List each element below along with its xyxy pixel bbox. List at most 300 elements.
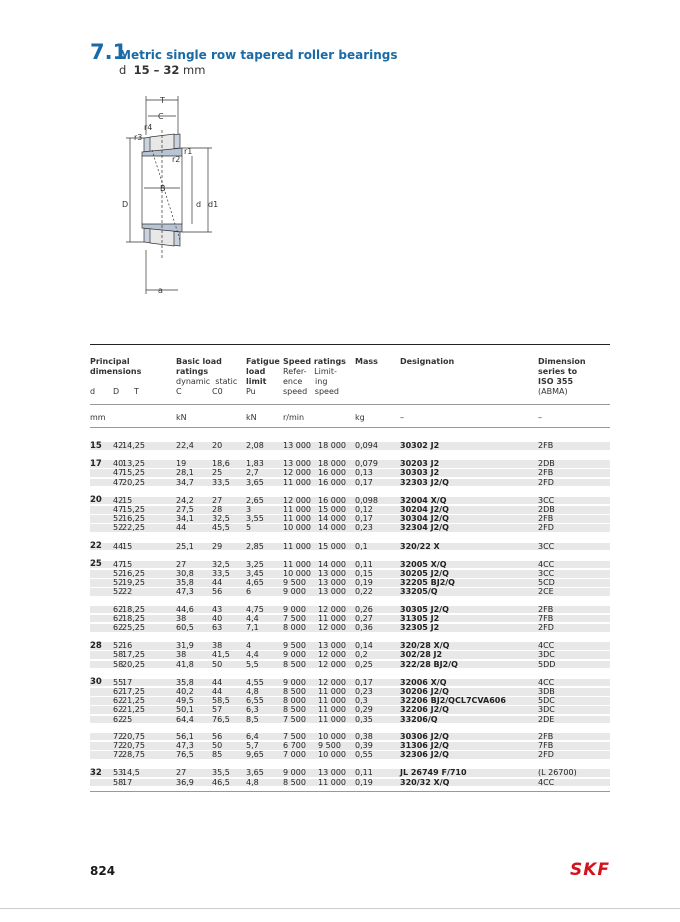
cell-col-T: 20,75 xyxy=(122,731,145,741)
cell-col-mass: 0,17 xyxy=(355,477,373,487)
cell-col-lim-speed: 13 000 xyxy=(318,587,346,597)
cell-col-T: 15 xyxy=(122,559,133,569)
cell-col-ref-speed: 9 500 xyxy=(283,578,306,588)
cell-col-lim-speed: 11 000 xyxy=(318,777,346,787)
table-row xyxy=(90,651,610,659)
cell-col-T: 19,25 xyxy=(122,578,145,588)
cell-col-T: 25 xyxy=(122,714,133,724)
cell-col-mass: 0,12 xyxy=(355,505,373,514)
cell-col-designation: 320/32 X/Q xyxy=(400,777,450,787)
cell-col-mass: 0,55 xyxy=(355,750,373,760)
cell-col-lim-speed: 13 000 xyxy=(318,578,346,588)
cell-col-C0: 44 xyxy=(212,578,223,588)
cell-col-D: 62 xyxy=(113,705,124,715)
table-row xyxy=(90,642,610,650)
table-row xyxy=(90,442,610,450)
cell-col-C0: 57 xyxy=(212,705,223,715)
cell-col-C0: 33,5 xyxy=(212,569,230,578)
cell-col-mass: 0,23 xyxy=(355,687,373,696)
header-dimension-series: Dimension series to ISO 355 xyxy=(538,357,586,386)
cell-col-D: 47 xyxy=(113,468,124,478)
cell-col-Pu: 4,55 xyxy=(246,677,264,687)
cell-col-Pu: 2,08 xyxy=(246,441,264,450)
cell-col-designation: JL 26749 F/710 xyxy=(400,768,467,778)
section-number: 7.1 xyxy=(90,40,128,64)
cell-col-C: 25,1 xyxy=(176,541,194,551)
cell-col-C0: 45,5 xyxy=(212,523,230,533)
cell-col-C: 47,3 xyxy=(176,741,194,750)
skf-logo: SKF xyxy=(570,860,611,880)
cell-col-T: 28,75 xyxy=(122,750,145,760)
cell-col-lim-speed: 10 000 xyxy=(318,731,346,741)
cell-col-C: 64,4 xyxy=(176,714,194,724)
cell-col-Pu: 3,55 xyxy=(246,514,264,524)
cell-col-designation: 31305 J2 xyxy=(400,613,440,623)
cell-col-lim-speed: 13 000 xyxy=(318,768,346,778)
cell-col-series: 2FD xyxy=(538,477,554,487)
cell-col-Pu: 6,4 xyxy=(246,731,259,741)
cell-col-C: 34,7 xyxy=(176,477,194,487)
cell-col-mass: 0,26 xyxy=(355,604,373,614)
label-r2: r2 xyxy=(172,155,181,164)
cell-col-Pu: 2,85 xyxy=(246,541,264,551)
table-row xyxy=(90,733,610,741)
cell-col-lim-speed: 9 500 xyxy=(318,741,341,750)
table-row xyxy=(90,697,610,705)
cell-col-C: 36,9 xyxy=(176,777,194,787)
cell-col-designation: 32303 J2/Q xyxy=(400,477,449,487)
cell-col-D: 52 xyxy=(113,523,124,533)
cell-col-mass: 0,39 xyxy=(355,741,373,750)
cell-col-Pu: 2,7 xyxy=(246,468,259,478)
table-row xyxy=(90,469,610,477)
cell-col-mass: 0,19 xyxy=(355,777,373,787)
cell-col-Pu: 7,1 xyxy=(246,623,259,632)
cell-col-C0: 29 xyxy=(212,541,223,551)
cell-col-lim-speed: 12 000 xyxy=(318,677,346,687)
label-T: T xyxy=(160,96,165,105)
cell-col-ref-speed: 13 000 xyxy=(283,441,311,450)
cell-col-C: 50,1 xyxy=(176,705,194,715)
cell-col-designation: 30305 J2/Q xyxy=(400,604,449,614)
cell-col-mass: 0,17 xyxy=(355,677,373,687)
cell-col-D: 52 xyxy=(113,569,124,578)
cell-col-lim-speed: 11 000 xyxy=(318,613,346,623)
cell-col-designation: 30204 J2/Q xyxy=(400,505,449,514)
table-row xyxy=(90,769,610,777)
cell-col-series: 2FD xyxy=(538,623,554,632)
cell-col-T: 25,25 xyxy=(122,623,145,632)
cell-col-T: 18,25 xyxy=(122,613,145,623)
cell-col-C: 35,8 xyxy=(176,677,194,687)
cell-col-C: 40,2 xyxy=(176,687,194,696)
cell-col-C0: 32,5 xyxy=(212,514,230,524)
table-row xyxy=(90,515,610,523)
cell-bore-diameter: 17 xyxy=(90,458,102,469)
cell-col-Pu: 6,55 xyxy=(246,696,264,706)
bearing-cross-section-diagram xyxy=(108,90,238,300)
cell-col-C0: 56 xyxy=(212,731,223,741)
cell-col-mass: 0,23 xyxy=(355,523,373,533)
cell-col-Pu: 6,3 xyxy=(246,705,259,715)
cell-col-T: 17,25 xyxy=(122,650,145,660)
cell-col-Pu: 3,25 xyxy=(246,559,264,569)
cell-col-ref-speed: 10 000 xyxy=(283,523,311,533)
header-col-C0: C0 xyxy=(212,387,223,396)
cell-col-C0: 50 xyxy=(212,741,223,750)
cell-bore-diameter: 25 xyxy=(90,559,102,570)
cell-col-D: 53 xyxy=(113,768,124,778)
cell-col-D: 44 xyxy=(113,541,124,551)
cell-col-designation: 320/22 X xyxy=(400,541,440,551)
cell-col-designation: 32006 X/Q xyxy=(400,677,447,687)
cell-col-series: 3CC xyxy=(538,541,555,551)
cell-col-series: 5DC xyxy=(538,696,555,706)
cell-col-C0: 44 xyxy=(212,677,223,687)
cell-col-C: 27 xyxy=(176,768,187,778)
cell-col-ref-speed: 8 500 xyxy=(283,687,306,696)
cell-col-ref-speed: 8 000 xyxy=(283,696,306,706)
cell-col-series: 3CC xyxy=(538,495,555,505)
cell-col-D: 72 xyxy=(113,731,124,741)
table-row xyxy=(90,588,610,596)
table-row xyxy=(90,751,610,759)
cell-col-T: 18,25 xyxy=(122,604,145,614)
cell-col-ref-speed: 7 500 xyxy=(283,731,306,741)
header-col-Pu: Pu xyxy=(246,387,256,396)
cell-col-series: 7FB xyxy=(538,741,554,750)
table-row xyxy=(90,506,610,514)
cell-col-ref-speed: 11 000 xyxy=(283,541,311,551)
cell-col-D: 62 xyxy=(113,613,124,623)
cell-col-designation: 322/28 BJ2/Q xyxy=(400,659,458,669)
cell-col-lim-speed: 10 000 xyxy=(318,750,346,760)
cell-col-designation: 31306 J2/Q xyxy=(400,741,449,750)
cell-col-ref-speed: 6 700 xyxy=(283,741,306,750)
header-speed-ratings: Speed ratings xyxy=(283,357,346,366)
cell-col-D: 72 xyxy=(113,741,124,750)
cell-col-designation: 32304 J2/Q xyxy=(400,523,449,533)
cell-col-lim-speed: 12 000 xyxy=(318,659,346,669)
cell-col-C0: 58,5 xyxy=(212,696,230,706)
unit-series: – xyxy=(538,413,542,422)
cell-col-C: 30,8 xyxy=(176,569,194,578)
cell-col-designation: 32305 J2 xyxy=(400,623,440,632)
subtitle-prefix: d xyxy=(119,63,127,77)
cell-col-D: 58 xyxy=(113,650,124,660)
header-basic-sub: dynamic static xyxy=(176,377,238,386)
cell-col-series: 2FD xyxy=(538,523,554,533)
cell-col-D: 47 xyxy=(113,559,124,569)
cell-col-D: 42 xyxy=(113,495,124,505)
unit-mm: mm xyxy=(90,413,106,422)
cell-col-Pu: 4 xyxy=(246,641,252,651)
cell-bore-diameter: 28 xyxy=(90,640,102,651)
cell-col-D: 72 xyxy=(113,750,124,760)
label-d1: d1 xyxy=(208,200,219,209)
cell-col-series: 2DB xyxy=(538,505,555,514)
header-principal-dimensions: Principal dimensions xyxy=(90,357,142,376)
cell-col-mass: 0,35 xyxy=(355,714,373,724)
page-bottom-line xyxy=(0,908,680,909)
cell-col-T: 15,25 xyxy=(122,468,145,478)
cell-col-mass: 0,27 xyxy=(355,613,373,623)
header-fatigue-load-limit: Fatigue load limit xyxy=(246,357,280,386)
table-row xyxy=(90,779,610,787)
table-row xyxy=(90,742,610,750)
cell-col-lim-speed: 16 000 xyxy=(318,477,346,487)
cell-col-series: 4CC xyxy=(538,641,555,651)
cell-col-D: 52 xyxy=(113,587,124,597)
cell-bore-diameter: 15 xyxy=(90,440,102,451)
cell-col-lim-speed: 11 000 xyxy=(318,705,346,715)
header-col-C: C xyxy=(176,387,182,396)
cell-col-mass: 0,079 xyxy=(355,459,378,469)
cell-col-D: 40 xyxy=(113,459,124,469)
cell-col-Pu: 6 xyxy=(246,587,252,597)
cell-col-C0: 28 xyxy=(212,505,223,514)
cell-col-designation: 30205 J2/Q xyxy=(400,569,449,578)
header-col-D: D xyxy=(113,387,120,396)
cell-col-ref-speed: 11 000 xyxy=(283,477,311,487)
cell-col-C: 28,1 xyxy=(176,468,194,478)
cell-col-designation: 30203 J2 xyxy=(400,459,440,469)
cell-col-series: 2FB xyxy=(538,731,554,741)
cell-col-Pu: 4,4 xyxy=(246,650,259,660)
cell-col-T: 21,25 xyxy=(122,696,145,706)
cell-col-T: 15 xyxy=(122,495,133,505)
table-row xyxy=(90,615,610,623)
table-top-rule xyxy=(90,344,610,345)
table-row xyxy=(90,497,610,505)
page-number: 824 xyxy=(90,864,116,878)
cell-col-ref-speed: 11 000 xyxy=(283,514,311,524)
cell-col-T: 17 xyxy=(122,777,133,787)
table-row xyxy=(90,524,610,532)
header-dimension-series-sub: (ABMA) xyxy=(538,387,568,396)
cell-col-C0: 56 xyxy=(212,587,223,597)
subtitle-range: 15 – 32 xyxy=(133,63,180,77)
table-bottom-rule xyxy=(90,791,610,792)
header-divider xyxy=(90,404,610,405)
cell-col-lim-speed: 11 000 xyxy=(318,696,346,706)
cell-col-D: 62 xyxy=(113,623,124,632)
label-d: d xyxy=(196,200,202,209)
cell-col-C0: 43 xyxy=(212,604,223,614)
cell-col-designation: 32004 X/Q xyxy=(400,495,447,505)
cell-col-mass: 0,11 xyxy=(355,559,373,569)
cell-col-T: 20,75 xyxy=(122,741,145,750)
cell-bore-diameter: 30 xyxy=(90,677,102,688)
cell-col-C0: 27 xyxy=(212,495,223,505)
table-row xyxy=(90,606,610,614)
cell-col-mass: 0,1 xyxy=(355,541,368,551)
cell-col-ref-speed: 11 000 xyxy=(283,505,311,514)
cell-col-designation: 32005 X/Q xyxy=(400,559,447,569)
cell-col-C: 24,2 xyxy=(176,495,194,505)
cell-col-C: 60,5 xyxy=(176,623,194,632)
cell-col-designation: 32206 BJ2/QCL7CVA606 xyxy=(400,696,506,706)
cell-col-lim-speed: 14 000 xyxy=(318,559,346,569)
cell-col-C0: 20 xyxy=(212,441,223,450)
cell-col-T: 16 xyxy=(122,641,133,651)
header-mass: Mass xyxy=(355,357,378,366)
cell-col-C0: 35,5 xyxy=(212,768,230,778)
unit-kn-fatigue: kN xyxy=(246,413,257,422)
cell-col-mass: 0,2 xyxy=(355,650,368,660)
cell-col-D: 62 xyxy=(113,696,124,706)
cell-col-D: 62 xyxy=(113,604,124,614)
label-r1: r1 xyxy=(184,147,193,156)
cell-col-T: 20,25 xyxy=(122,659,145,669)
cell-col-designation: 302/28 J2 xyxy=(400,650,443,660)
label-r3: r3 xyxy=(134,133,143,142)
cell-col-T: 22,25 xyxy=(122,523,145,533)
cell-col-Pu: 4,8 xyxy=(246,777,259,787)
cell-col-series: 2FD xyxy=(538,750,554,760)
cell-col-mass: 0,094 xyxy=(355,441,378,450)
cell-col-ref-speed: 9 000 xyxy=(283,604,306,614)
cell-col-series: 2DE xyxy=(538,714,555,724)
cell-col-T: 17 xyxy=(122,677,133,687)
cell-col-T: 16,25 xyxy=(122,514,145,524)
cell-col-ref-speed: 8 000 xyxy=(283,623,306,632)
cell-col-mass: 0,17 xyxy=(355,514,373,524)
cell-col-C: 27 xyxy=(176,559,187,569)
cell-col-series: 3DB xyxy=(538,687,555,696)
cell-col-Pu: 1,83 xyxy=(246,459,264,469)
cell-bore-diameter: 32 xyxy=(90,767,102,778)
cell-col-ref-speed: 10 000 xyxy=(283,569,311,578)
cell-col-ref-speed: 9 000 xyxy=(283,768,306,778)
cell-col-lim-speed: 16 000 xyxy=(318,495,346,505)
cell-col-Pu: 4,65 xyxy=(246,578,264,588)
cell-col-Pu: 5 xyxy=(246,523,252,533)
cell-col-D: 58 xyxy=(113,777,124,787)
cell-col-lim-speed: 18 000 xyxy=(318,459,346,469)
cell-col-D: 47 xyxy=(113,477,124,487)
cell-col-Pu: 3,65 xyxy=(246,768,264,778)
cell-col-series: 3CC xyxy=(538,569,555,578)
cell-col-series: 4CC xyxy=(538,777,555,787)
cell-col-C0: 25 xyxy=(212,468,223,478)
cell-col-C0: 63 xyxy=(212,623,223,632)
header-designation: Designation xyxy=(400,357,455,366)
cell-col-Pu: 4,75 xyxy=(246,604,264,614)
cell-col-lim-speed: 14 000 xyxy=(318,514,346,524)
table-row xyxy=(90,679,610,687)
cell-col-series: 2FB xyxy=(538,468,554,478)
header-speed-sub: Refer- Limit- ence ing speed speed xyxy=(283,367,339,396)
cell-col-series: 4CC xyxy=(538,559,555,569)
cell-col-mass: 0,38 xyxy=(355,731,373,741)
cell-col-C: 38 xyxy=(176,613,187,623)
cell-col-D: 42 xyxy=(113,441,124,450)
cell-col-series: (L 26700) xyxy=(538,768,577,778)
cell-col-mass: 0,25 xyxy=(355,659,373,669)
cell-col-Pu: 8,5 xyxy=(246,714,259,724)
cell-col-C: 41,8 xyxy=(176,659,194,669)
cell-bore-diameter: 20 xyxy=(90,495,102,506)
cell-col-ref-speed: 9 000 xyxy=(283,587,306,597)
cell-col-T: 13,25 xyxy=(122,459,145,469)
cell-col-D: 62 xyxy=(113,687,124,696)
cell-col-C: 49,5 xyxy=(176,696,194,706)
cell-col-designation: 30206 J2/Q xyxy=(400,687,449,696)
label-B: B xyxy=(160,184,166,193)
cell-col-designation: 30304 J2/Q xyxy=(400,514,449,524)
cell-col-series: 2FB xyxy=(538,604,554,614)
cell-col-lim-speed: 12 000 xyxy=(318,623,346,632)
cell-col-C: 27,5 xyxy=(176,505,194,514)
cell-col-series: 2FB xyxy=(538,441,554,450)
cell-col-ref-speed: 7 500 xyxy=(283,714,306,724)
cell-col-Pu: 5,7 xyxy=(246,741,259,750)
cell-col-series: 3DC xyxy=(538,650,555,660)
cell-col-Pu: 9,65 xyxy=(246,750,264,760)
table-row xyxy=(90,570,610,578)
cell-col-series: 2DB xyxy=(538,459,555,469)
cell-col-D: 52 xyxy=(113,514,124,524)
unit-designation: – xyxy=(400,413,404,422)
unit-mass: kg xyxy=(355,413,365,422)
table-row xyxy=(90,460,610,468)
cell-col-C0: 46,5 xyxy=(212,777,230,787)
table-row xyxy=(90,624,610,632)
cell-col-Pu: 3,65 xyxy=(246,477,264,487)
cell-col-D: 52 xyxy=(113,641,124,651)
cell-col-designation: 32206 J2/Q xyxy=(400,705,449,715)
cell-col-D: 62 xyxy=(113,714,124,724)
header-col-T: T xyxy=(134,387,139,396)
cell-col-Pu: 4,8 xyxy=(246,687,259,696)
table-row xyxy=(90,543,610,551)
cell-col-D: 47 xyxy=(113,505,124,514)
cell-col-mass: 0,14 xyxy=(355,641,373,651)
cell-col-C: 35,8 xyxy=(176,578,194,588)
cell-col-series: 5CD xyxy=(538,578,555,588)
label-a: a xyxy=(158,286,163,295)
cell-col-Pu: 3 xyxy=(246,505,252,514)
cell-col-designation: 320/28 X/Q xyxy=(400,641,450,651)
cell-col-C0: 85 xyxy=(212,750,223,760)
cell-col-ref-speed: 7 000 xyxy=(283,750,306,760)
cell-col-lim-speed: 14 000 xyxy=(318,523,346,533)
cell-col-C: 31,9 xyxy=(176,641,194,651)
cell-col-C0: 32,5 xyxy=(212,559,230,569)
cell-col-C0: 38 xyxy=(212,641,223,651)
cell-col-designation: 30306 J2/Q xyxy=(400,731,449,741)
cell-col-lim-speed: 13 000 xyxy=(318,641,346,651)
cell-col-C: 76,5 xyxy=(176,750,194,760)
cell-col-series: 2FB xyxy=(538,514,554,524)
cell-col-T: 15,25 xyxy=(122,505,145,514)
cell-col-ref-speed: 12 000 xyxy=(283,468,311,478)
cell-col-mass: 0,11 xyxy=(355,768,373,778)
cell-col-lim-speed: 11 000 xyxy=(318,714,346,724)
table-row xyxy=(90,561,610,569)
cell-col-T: 21,25 xyxy=(122,705,145,715)
cell-col-C0: 41,5 xyxy=(212,650,230,660)
cell-col-lim-speed: 18 000 xyxy=(318,441,346,450)
header-col-d: d xyxy=(90,387,96,396)
cell-col-lim-speed: 12 000 xyxy=(318,650,346,660)
cell-col-C: 56,1 xyxy=(176,731,194,741)
cell-col-series: 3DC xyxy=(538,705,555,715)
cell-col-series: 2CE xyxy=(538,587,554,597)
cell-col-Pu: 3,45 xyxy=(246,569,264,578)
cell-col-lim-speed: 12 000 xyxy=(318,604,346,614)
